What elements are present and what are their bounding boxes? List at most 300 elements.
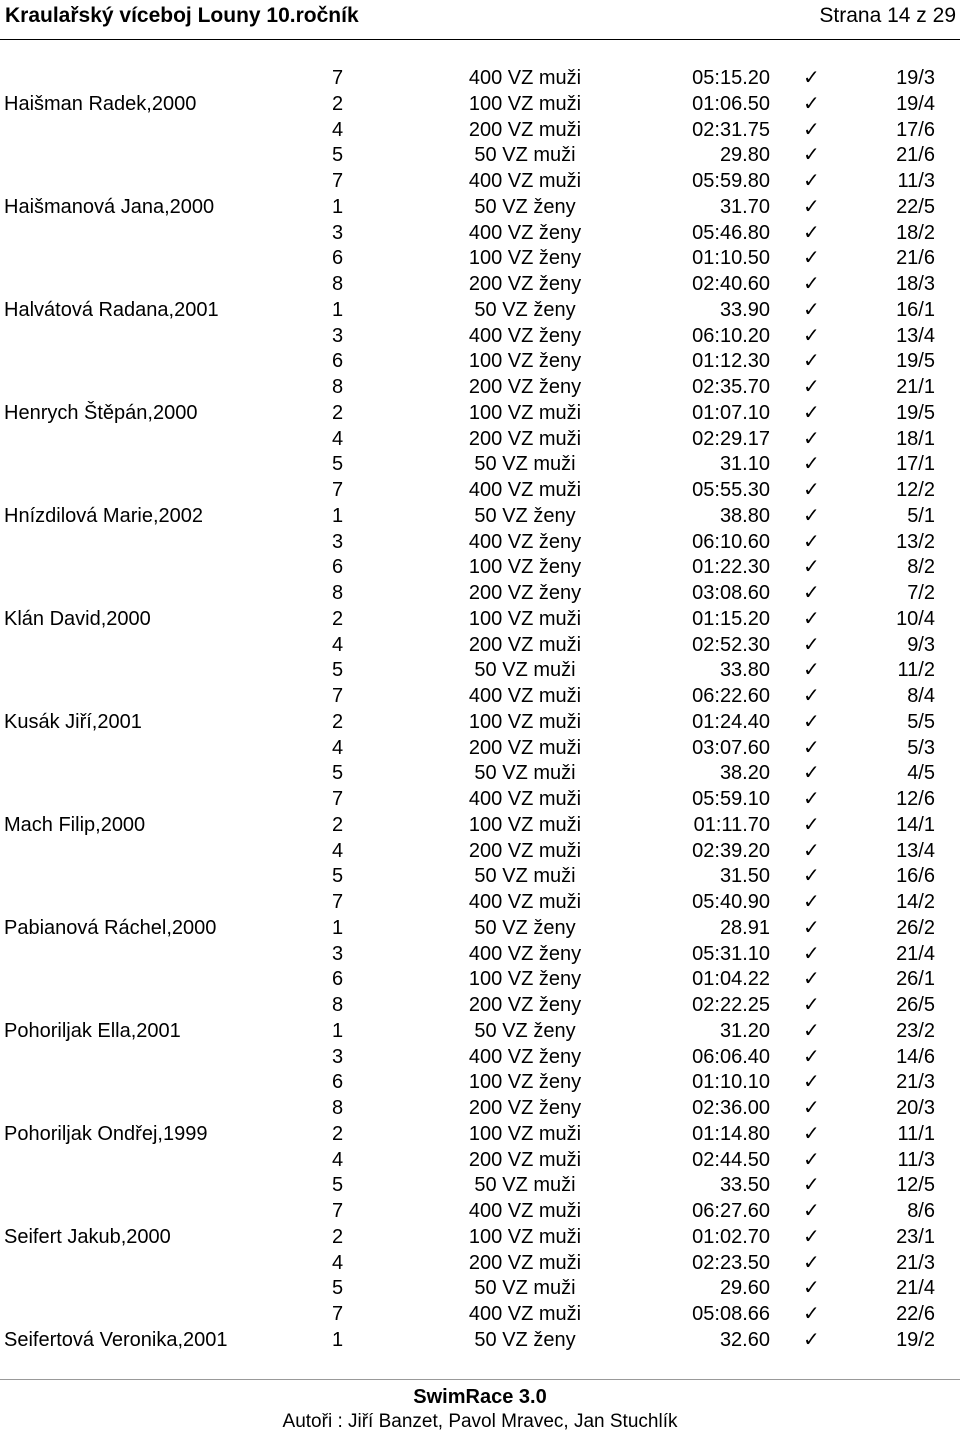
swimmer-name: Kusák Jiří,2001 bbox=[4, 710, 142, 733]
table-row bbox=[0, 118, 960, 144]
result-time: 05:40.90 bbox=[692, 891, 770, 913]
result-time: 02:23.50 bbox=[692, 1251, 770, 1274]
table-row bbox=[0, 1096, 960, 1122]
event-name: 50 VZ ženy bbox=[474, 298, 576, 321]
event-name: 100 VZ ženy bbox=[468, 247, 582, 270]
event-name: 400 VZ ženy bbox=[468, 221, 582, 244]
result-time: 06:10.60 bbox=[692, 530, 770, 553]
placement: 11/2 bbox=[897, 659, 935, 682]
table-row bbox=[0, 66, 960, 92]
check-icon: ✓ bbox=[803, 891, 820, 913]
placement: 19/3 bbox=[896, 67, 935, 89]
placement: 26/1 bbox=[896, 968, 935, 991]
event-name: 100 VZ ženy bbox=[468, 556, 582, 579]
event-name: 200 VZ muži bbox=[468, 736, 582, 759]
event-name: 400 VZ muži bbox=[468, 170, 582, 192]
swimmer-name: Pabianová Ráchel,2000 bbox=[4, 916, 217, 939]
event-number: 1 bbox=[332, 298, 344, 321]
table-row bbox=[0, 1173, 960, 1199]
check-icon: ✓ bbox=[803, 170, 820, 192]
table-row bbox=[0, 92, 960, 118]
table-row bbox=[0, 839, 960, 865]
result-time: 02:40.60 bbox=[692, 273, 770, 295]
check-icon: ✓ bbox=[803, 324, 820, 347]
table-row bbox=[0, 530, 960, 556]
table-row bbox=[0, 169, 960, 195]
placement: 16/1 bbox=[896, 298, 935, 321]
event-name: 400 VZ muži bbox=[468, 891, 582, 913]
table-row bbox=[0, 813, 960, 839]
check-icon: ✓ bbox=[803, 504, 820, 527]
result-time: 02:39.20 bbox=[692, 839, 770, 862]
result-time: 05:46.80 bbox=[692, 221, 770, 244]
event-number: 4 bbox=[332, 633, 344, 656]
swimmer-name: Pohoriljak Ella,2001 bbox=[4, 1019, 181, 1042]
table-row bbox=[0, 349, 960, 375]
table-row bbox=[0, 942, 960, 968]
result-time: 05:31.10 bbox=[692, 942, 770, 965]
event-name: 400 VZ ženy bbox=[468, 942, 582, 965]
check-icon: ✓ bbox=[803, 1019, 820, 1042]
event-name: 50 VZ ženy bbox=[474, 504, 576, 527]
result-time: 05:08.66 bbox=[692, 1303, 770, 1325]
check-icon: ✓ bbox=[803, 994, 820, 1016]
table-row bbox=[0, 298, 960, 324]
check-icon: ✓ bbox=[803, 453, 820, 476]
table-row bbox=[0, 736, 960, 762]
table-row bbox=[0, 864, 960, 890]
placement: 5/1 bbox=[907, 504, 935, 527]
event-number: 2 bbox=[332, 710, 344, 733]
result-time: 01:11.70 bbox=[693, 813, 770, 836]
event-name: 50 VZ ženy bbox=[474, 916, 576, 939]
table-row bbox=[0, 401, 960, 427]
placement: 19/5 bbox=[896, 350, 935, 373]
placement: 23/1 bbox=[896, 1225, 935, 1248]
check-icon: ✓ bbox=[803, 1328, 820, 1351]
result-time: 29.80 bbox=[719, 144, 770, 167]
check-icon: ✓ bbox=[803, 685, 820, 707]
placement: 18/2 bbox=[896, 221, 935, 244]
result-time: 01:24.40 bbox=[692, 710, 770, 733]
check-icon: ✓ bbox=[803, 195, 820, 218]
result-time: 01:10.10 bbox=[692, 1071, 770, 1094]
placement: 13/4 bbox=[896, 839, 935, 862]
table-row bbox=[0, 916, 960, 942]
check-icon: ✓ bbox=[803, 1200, 820, 1222]
result-time: 33.90 bbox=[719, 298, 770, 321]
event-number: 7 bbox=[332, 891, 344, 913]
swimmer-name: Haišman Radek,2000 bbox=[4, 92, 197, 115]
result-time: 02:29.17 bbox=[692, 427, 770, 450]
result-time: 02:44.50 bbox=[692, 1148, 770, 1171]
placement: 14/1 bbox=[896, 813, 935, 836]
event-number: 7 bbox=[332, 788, 344, 810]
placement: 19/5 bbox=[896, 401, 935, 424]
placement: 18/1 bbox=[896, 427, 935, 450]
placement: 11/3 bbox=[897, 1148, 935, 1171]
event-number: 7 bbox=[332, 170, 344, 192]
event-name: 50 VZ muži bbox=[474, 865, 576, 888]
table-row bbox=[0, 1070, 960, 1096]
placement: 13/2 bbox=[896, 530, 935, 553]
check-icon: ✓ bbox=[803, 556, 820, 579]
event-name: 400 VZ muži bbox=[468, 1200, 582, 1222]
event-number: 4 bbox=[332, 1148, 344, 1171]
placement: 14/6 bbox=[896, 1045, 935, 1068]
event-number: 8 bbox=[332, 376, 344, 398]
event-name: 200 VZ muži bbox=[468, 427, 582, 450]
placement: 10/4 bbox=[896, 607, 935, 630]
event-number: 4 bbox=[332, 1251, 344, 1274]
event-name: 50 VZ muži bbox=[474, 1174, 576, 1197]
result-time: 03:08.60 bbox=[692, 582, 770, 604]
result-time: 05:59.80 bbox=[692, 170, 770, 192]
event-number: 4 bbox=[332, 736, 344, 759]
result-time: 38.20 bbox=[719, 762, 770, 785]
table-row bbox=[0, 1019, 960, 1045]
swimmer-name: Seifert Jakub,2000 bbox=[4, 1225, 171, 1248]
check-icon: ✓ bbox=[803, 659, 820, 682]
result-time: 33.80 bbox=[719, 659, 770, 682]
check-icon: ✓ bbox=[803, 1251, 820, 1274]
swimmer-name: Hnízdilová Marie,2002 bbox=[4, 504, 203, 527]
header-divider bbox=[0, 39, 960, 40]
check-icon: ✓ bbox=[803, 427, 820, 450]
check-icon: ✓ bbox=[803, 762, 820, 785]
result-time: 02:35.70 bbox=[692, 376, 770, 398]
event-name: 200 VZ muži bbox=[468, 633, 582, 656]
event-name: 50 VZ muži bbox=[474, 144, 576, 167]
event-name: 400 VZ ženy bbox=[468, 324, 582, 347]
event-number: 2 bbox=[332, 1225, 344, 1248]
event-number: 3 bbox=[332, 324, 344, 347]
check-icon: ✓ bbox=[803, 865, 820, 888]
event-number: 6 bbox=[332, 968, 344, 991]
check-icon: ✓ bbox=[803, 401, 820, 424]
event-number: 1 bbox=[332, 1019, 344, 1042]
check-icon: ✓ bbox=[803, 1045, 820, 1068]
event-name: 400 VZ muži bbox=[468, 479, 582, 501]
table-row bbox=[0, 452, 960, 478]
table-row bbox=[0, 504, 960, 530]
result-time: 01:22.30 bbox=[692, 556, 770, 579]
event-number: 4 bbox=[332, 839, 344, 862]
swimmer-name: Halvátová Radana,2001 bbox=[4, 298, 219, 321]
table-row bbox=[0, 195, 960, 221]
event-name: 50 VZ ženy bbox=[474, 195, 576, 218]
result-time: 31.70 bbox=[719, 195, 770, 218]
event-number: 7 bbox=[332, 685, 344, 707]
event-number: 1 bbox=[332, 916, 344, 939]
table-row bbox=[0, 221, 960, 247]
check-icon: ✓ bbox=[803, 1225, 820, 1248]
swimmer-name: Mach Filip,2000 bbox=[4, 813, 146, 836]
event-number: 5 bbox=[332, 1277, 344, 1300]
placement: 13/4 bbox=[896, 324, 935, 347]
check-icon: ✓ bbox=[803, 633, 820, 656]
event-name: 100 VZ muži bbox=[468, 1225, 582, 1248]
placement: 12/6 bbox=[896, 788, 935, 810]
placement: 17/1 bbox=[896, 453, 935, 476]
check-icon: ✓ bbox=[803, 1122, 820, 1145]
check-icon: ✓ bbox=[803, 607, 820, 630]
swimmer-name: Henrych Štěpán,2000 bbox=[4, 401, 198, 424]
table-row bbox=[0, 143, 960, 169]
event-name: 100 VZ muži bbox=[468, 607, 582, 630]
event-name: 400 VZ ženy bbox=[468, 530, 582, 553]
result-time: 32.60 bbox=[719, 1328, 770, 1351]
placement: 8/4 bbox=[907, 685, 935, 707]
event-name: 200 VZ muži bbox=[468, 839, 582, 862]
result-time: 06:06.40 bbox=[692, 1045, 770, 1068]
table-row bbox=[0, 246, 960, 272]
event-number: 1 bbox=[332, 195, 344, 218]
event-number: 3 bbox=[332, 942, 344, 965]
table-row bbox=[0, 375, 960, 401]
event-number: 5 bbox=[332, 453, 344, 476]
page-number: Strana 14 z 29 bbox=[819, 4, 956, 27]
table-row bbox=[0, 1251, 960, 1277]
placement: 5/3 bbox=[907, 736, 935, 759]
event-name: 50 VZ muži bbox=[474, 1277, 576, 1300]
table-row bbox=[0, 761, 960, 787]
table-row bbox=[0, 890, 960, 916]
table-row bbox=[0, 1328, 960, 1354]
event-number: 6 bbox=[332, 350, 344, 373]
event-name: 400 VZ muži bbox=[468, 685, 582, 707]
placement: 14/2 bbox=[896, 891, 935, 913]
check-icon: ✓ bbox=[803, 273, 820, 295]
placement: 9/3 bbox=[907, 633, 935, 656]
event-number: 3 bbox=[332, 1045, 344, 1068]
event-number: 7 bbox=[332, 1200, 344, 1222]
event-name: 200 VZ muži bbox=[468, 118, 582, 141]
event-name: 200 VZ ženy bbox=[468, 376, 582, 398]
table-row bbox=[0, 967, 960, 993]
event-name: 50 VZ muži bbox=[474, 762, 576, 785]
check-icon: ✓ bbox=[803, 298, 820, 321]
placement: 21/1 bbox=[896, 376, 935, 398]
placement: 11/1 bbox=[897, 1122, 935, 1145]
check-icon: ✓ bbox=[803, 1174, 820, 1197]
table-row bbox=[0, 581, 960, 607]
check-icon: ✓ bbox=[803, 839, 820, 862]
placement: 26/5 bbox=[896, 994, 935, 1016]
check-icon: ✓ bbox=[803, 67, 820, 89]
event-name: 400 VZ muži bbox=[468, 1303, 582, 1325]
check-icon: ✓ bbox=[803, 118, 820, 141]
event-number: 4 bbox=[332, 427, 344, 450]
event-number: 6 bbox=[332, 1071, 344, 1094]
result-time: 33.50 bbox=[719, 1174, 770, 1197]
check-icon: ✓ bbox=[803, 1277, 820, 1300]
event-number: 1 bbox=[332, 1328, 344, 1351]
placement: 21/4 bbox=[896, 1277, 935, 1300]
event-name: 100 VZ ženy bbox=[468, 968, 582, 991]
event-number: 2 bbox=[332, 607, 344, 630]
check-icon: ✓ bbox=[803, 916, 820, 939]
event-number: 8 bbox=[332, 582, 344, 604]
result-time: 29.60 bbox=[719, 1277, 770, 1300]
table-row bbox=[0, 1045, 960, 1071]
event-name: 400 VZ muži bbox=[468, 788, 582, 810]
placement: 19/4 bbox=[896, 92, 935, 115]
check-icon: ✓ bbox=[803, 376, 820, 398]
placement: 23/2 bbox=[896, 1019, 935, 1042]
event-number: 1 bbox=[332, 504, 344, 527]
event-name: 200 VZ muži bbox=[468, 1148, 582, 1171]
table-row bbox=[0, 633, 960, 659]
event-number: 5 bbox=[332, 1174, 344, 1197]
page-header bbox=[0, 0, 960, 46]
check-icon: ✓ bbox=[803, 968, 820, 991]
event-number: 5 bbox=[332, 865, 344, 888]
placement: 21/3 bbox=[896, 1251, 935, 1274]
table-row bbox=[0, 710, 960, 736]
event-name: 100 VZ ženy bbox=[468, 350, 582, 373]
result-time: 01:06.50 bbox=[692, 92, 770, 115]
result-time: 06:10.20 bbox=[692, 324, 770, 347]
footer-authors: Autoři : Jiří Banzet, Pavol Mravec, Jan Stuchlík bbox=[282, 1411, 678, 1432]
table-row bbox=[0, 1199, 960, 1225]
event-number: 7 bbox=[332, 479, 344, 501]
placement: 4/5 bbox=[907, 762, 935, 785]
swimmer-name: Seifertová Veronika,2001 bbox=[4, 1328, 228, 1351]
swimmer-name: Klán David,2000 bbox=[4, 607, 151, 630]
swimmer-name: Pohoriljak Ondřej,1999 bbox=[4, 1122, 208, 1145]
footer-title: SwimRace 3.0 bbox=[413, 1386, 547, 1408]
result-time: 01:04.22 bbox=[692, 968, 770, 991]
event-name: 400 VZ muži bbox=[468, 67, 582, 89]
result-time: 31.10 bbox=[719, 453, 770, 476]
check-icon: ✓ bbox=[803, 1148, 820, 1171]
event-name: 200 VZ ženy bbox=[468, 582, 582, 604]
check-icon: ✓ bbox=[803, 144, 820, 167]
results-table bbox=[0, 66, 960, 1354]
table-row bbox=[0, 478, 960, 504]
check-icon: ✓ bbox=[803, 221, 820, 244]
check-icon: ✓ bbox=[803, 1303, 820, 1325]
placement: 21/4 bbox=[896, 942, 935, 965]
event-number: 6 bbox=[332, 556, 344, 579]
result-time: 31.20 bbox=[719, 1019, 770, 1042]
result-time: 02:22.25 bbox=[692, 994, 770, 1016]
event-number: 4 bbox=[332, 118, 344, 141]
placement: 21/3 bbox=[896, 1071, 935, 1094]
result-time: 02:36.00 bbox=[692, 1097, 770, 1119]
table-row bbox=[0, 1225, 960, 1251]
placement: 8/6 bbox=[907, 1200, 935, 1222]
check-icon: ✓ bbox=[803, 1071, 820, 1094]
check-icon: ✓ bbox=[803, 1097, 820, 1119]
placement: 21/6 bbox=[896, 144, 935, 167]
table-row bbox=[0, 324, 960, 350]
check-icon: ✓ bbox=[803, 942, 820, 965]
check-icon: ✓ bbox=[803, 582, 820, 604]
result-time: 38.80 bbox=[719, 504, 770, 527]
table-row bbox=[0, 1122, 960, 1148]
event-number: 2 bbox=[332, 1122, 344, 1145]
event-name: 100 VZ muži bbox=[468, 401, 582, 424]
result-time: 01:07.10 bbox=[692, 401, 770, 424]
result-time: 01:15.20 bbox=[692, 607, 770, 630]
table-row bbox=[0, 658, 960, 684]
check-icon: ✓ bbox=[803, 92, 820, 115]
result-time: 02:31.75 bbox=[692, 118, 770, 141]
check-icon: ✓ bbox=[803, 788, 820, 810]
check-icon: ✓ bbox=[803, 710, 820, 733]
event-number: 3 bbox=[332, 530, 344, 553]
event-number: 5 bbox=[332, 659, 344, 682]
event-number: 5 bbox=[332, 762, 344, 785]
event-name: 50 VZ ženy bbox=[474, 1019, 576, 1042]
result-time: 28.91 bbox=[719, 916, 770, 939]
placement: 22/6 bbox=[896, 1303, 935, 1325]
event-name: 200 VZ ženy bbox=[468, 273, 582, 295]
check-icon: ✓ bbox=[803, 813, 820, 836]
result-time: 01:12.30 bbox=[692, 350, 770, 373]
placement: 19/2 bbox=[896, 1328, 935, 1351]
table-row bbox=[0, 555, 960, 581]
table-row bbox=[0, 993, 960, 1019]
document-title: Kraulařský víceboj Louny 10.ročník bbox=[5, 4, 359, 27]
event-name: 100 VZ muži bbox=[468, 813, 582, 836]
placement: 16/6 bbox=[896, 865, 935, 888]
event-name: 100 VZ muži bbox=[468, 710, 582, 733]
event-name: 200 VZ ženy bbox=[468, 994, 582, 1016]
check-icon: ✓ bbox=[803, 247, 820, 270]
event-number: 8 bbox=[332, 994, 344, 1016]
placement: 22/5 bbox=[896, 195, 935, 218]
result-time: 01:14.80 bbox=[692, 1122, 770, 1145]
event-name: 100 VZ muži bbox=[468, 1122, 582, 1145]
swimmer-name: Haišmanová Jana,2000 bbox=[4, 195, 215, 218]
result-time: 01:02.70 bbox=[692, 1225, 770, 1248]
event-number: 7 bbox=[332, 67, 344, 89]
table-row bbox=[0, 1148, 960, 1174]
event-name: 50 VZ ženy bbox=[474, 1328, 576, 1351]
table-row bbox=[0, 684, 960, 710]
event-name: 100 VZ muži bbox=[468, 92, 582, 115]
event-name: 50 VZ muži bbox=[474, 659, 576, 682]
table-row bbox=[0, 607, 960, 633]
result-time: 03:07.60 bbox=[692, 736, 770, 759]
event-number: 8 bbox=[332, 273, 344, 295]
check-icon: ✓ bbox=[803, 350, 820, 373]
event-number: 5 bbox=[332, 144, 344, 167]
event-name: 200 VZ muži bbox=[468, 1251, 582, 1274]
placement: 12/2 bbox=[896, 479, 935, 501]
table-row bbox=[0, 787, 960, 813]
event-name: 200 VZ ženy bbox=[468, 1097, 582, 1119]
placement: 11/3 bbox=[897, 170, 935, 192]
check-icon: ✓ bbox=[803, 530, 820, 553]
result-time: 31.50 bbox=[719, 865, 770, 888]
result-time: 06:22.60 bbox=[692, 685, 770, 707]
event-number: 8 bbox=[332, 1097, 344, 1119]
event-number: 3 bbox=[332, 221, 344, 244]
check-icon: ✓ bbox=[803, 479, 820, 501]
placement: 21/6 bbox=[896, 247, 935, 270]
placement: 8/2 bbox=[907, 556, 935, 579]
event-name: 400 VZ ženy bbox=[468, 1045, 582, 1068]
event-number: 6 bbox=[332, 247, 344, 270]
table-row bbox=[0, 1302, 960, 1328]
event-name: 100 VZ ženy bbox=[468, 1071, 582, 1094]
result-time: 01:10.50 bbox=[692, 247, 770, 270]
result-time: 05:59.10 bbox=[692, 788, 770, 810]
